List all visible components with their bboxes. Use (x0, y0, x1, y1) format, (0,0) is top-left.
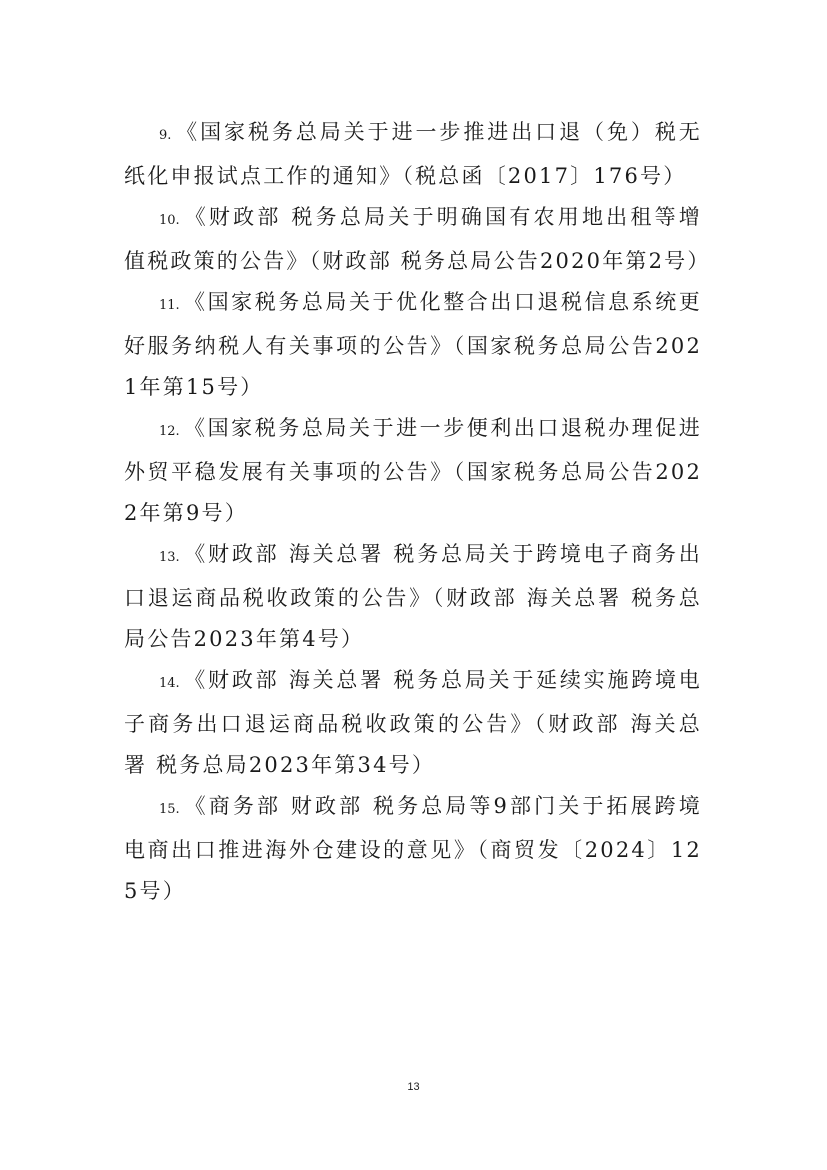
list-item (124, 660, 702, 786)
item-text: 《国家税务总局关于进一步推进出口退（免）税无纸化申报试点工作的通知》（税总函〔2017〕176号） (124, 120, 702, 188)
list-item (124, 534, 702, 660)
item-number: 10. (159, 213, 180, 228)
list-item (124, 408, 702, 534)
item-text: 《商务部 财政部 税务总局等9部门关于拓展跨境电商出口推进海外仓建设的意见》（商贸发〔2024〕125号） (124, 794, 702, 903)
item-text: 《财政部 税务总局关于明确国有农用地出租等增值税政策的公告》（财政部 税务总局公告2020年第2号） (124, 205, 711, 273)
item-text: 《国家税务总局关于进一步便利出口退税办理促进外贸平稳发展有关事项的公告》（国家税务总局公告2022年第9号） (124, 416, 702, 525)
list-item (124, 197, 711, 282)
item-number: 13. (159, 550, 180, 565)
list-item (124, 112, 702, 197)
item-text: 《国家税务总局关于优化整合出口退税信息系统更好服务纳税人有关事项的公告》（国家税务总局公告2021年第15号） (124, 290, 702, 399)
list-item (124, 786, 702, 912)
item-number: 9. (159, 128, 172, 143)
item-text: 《财政部 海关总署 税务总局关于延续实施跨境电子商务出口退运商品税收政策的公告》（财政部 海关总署 税务总局2023年第34号） (124, 668, 702, 777)
item-text: 《财政部 海关总署 税务总局关于跨境电子商务出口退运商品税收政策的公告》（财政部 海关总署 税务总局公告2023年第4号） (124, 542, 702, 651)
item-number: 14. (159, 676, 180, 691)
item-number: 15. (159, 802, 180, 817)
document-body (124, 112, 711, 912)
item-number: 12. (159, 424, 180, 439)
list-item (124, 282, 702, 408)
page-number: 13 (407, 1081, 420, 1093)
item-number: 11. (159, 298, 180, 313)
